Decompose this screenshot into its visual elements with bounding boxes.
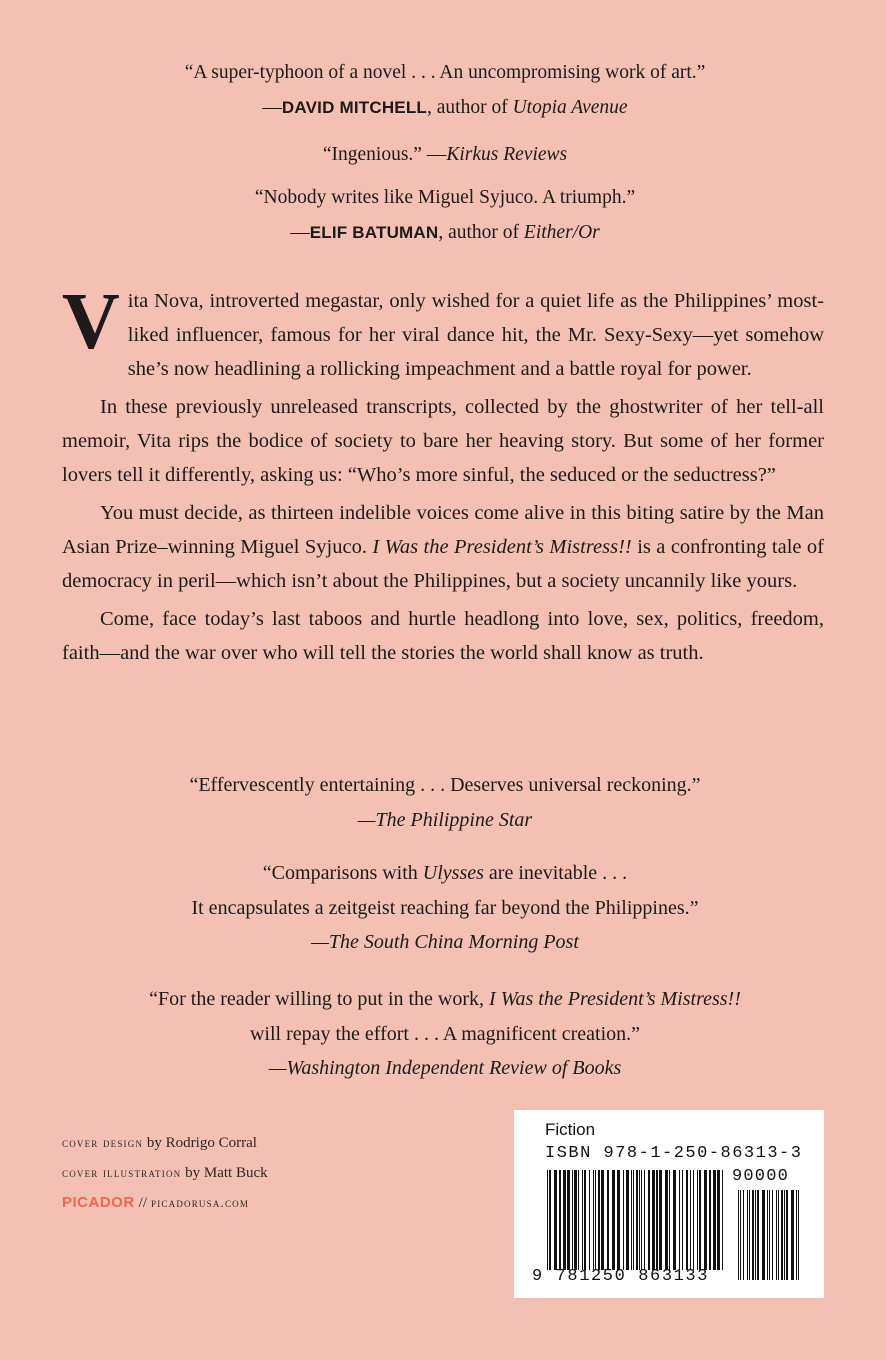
barcode-bar (776, 1190, 777, 1280)
blurb-wirob (60, 982, 830, 1086)
barcode-bar (673, 1170, 676, 1270)
genre-label: Fiction (545, 1120, 596, 1139)
barcode-bar (738, 1190, 739, 1280)
barcode-bar (607, 1170, 609, 1270)
barcode-bar (601, 1170, 604, 1270)
barcode-bar (659, 1170, 662, 1270)
barcode-bar (767, 1190, 768, 1280)
barcode-bar (798, 1190, 799, 1280)
synopsis-paragraph-4: Come, face today’s last taboos and hurtle headlong into love, sex, politics, freedom, faith—and the war over who will tell the stories the world shall know as truth. (62, 608, 824, 664)
barcode-bar (752, 1190, 754, 1280)
barcode-bar (769, 1190, 770, 1280)
barcode-bar (717, 1170, 720, 1270)
blurb-source: —Washington Independent Review of Books (268, 1057, 622, 1079)
blurb-text-continued: will repay the effort . . . A magnificent creation.” (249, 1022, 641, 1045)
barcode-bar (617, 1170, 620, 1270)
blurb-kirkus: “Ingenious.” —Kirkus Reviews (322, 144, 568, 165)
blurb-scmp (60, 856, 830, 960)
blurb-text: “Comparisons with Ulysses are inevitable . . . (262, 862, 628, 884)
barcode-bar (757, 1190, 759, 1280)
barcode-bar (786, 1190, 788, 1280)
isbn-text: ISBN 978-1-250-86313-3 (545, 1144, 803, 1163)
barcode-bar (593, 1170, 594, 1270)
barcode-digits: 9 781250 863133 (532, 1267, 710, 1286)
blurb-work-title: Either/Or (523, 222, 600, 243)
blurb-text: “Nobody writes like Miguel Syjuco. A triumph.” (254, 187, 636, 208)
barcode-bar (669, 1170, 670, 1270)
barcode-bar (547, 1170, 548, 1270)
barcode-bar (623, 1170, 624, 1270)
barcode-bar (740, 1190, 741, 1280)
blurb-source: —The Philippine Star (357, 808, 533, 831)
blurb-text: “Effervescently entertaining . . . Deserves universal reckoning.” (189, 774, 701, 796)
barcode-addon (736, 1190, 802, 1280)
barcode-bar (665, 1170, 668, 1270)
barcode-bar (772, 1190, 773, 1280)
barcode-bar (567, 1170, 570, 1270)
blurb-work-title: Utopia Avenue (512, 97, 628, 118)
barcode-bar (686, 1170, 688, 1270)
barcode-bar (639, 1170, 640, 1270)
blurb-philippine-star (60, 768, 830, 837)
barcode-bar (679, 1170, 680, 1270)
barcode-bar (572, 1170, 573, 1270)
synopsis-paragraph-3: You must decide, as thirteen indelible voices come alive in this biting satire by the Man Asian Prize–winning Miguel Syjuco. I Was the President’s Mistress!! is a confronting tale of democracy in peril—which isn’t about the Philippines, but a society uncannily like yours. (62, 502, 824, 592)
barcode-bar (699, 1170, 701, 1270)
blurb-text: “For the reader willing to put in the work, I Was the President’s Mistress!! (149, 988, 741, 1010)
barcode-bar (781, 1190, 783, 1280)
barcode-bar (641, 1170, 642, 1270)
barcode-bar (722, 1170, 723, 1270)
barcode-panel (514, 1110, 824, 1298)
barcode-bar (755, 1190, 756, 1280)
drop-cap: V (62, 278, 120, 366)
barcode-bar (626, 1170, 629, 1270)
blurb-attribution: —DAVID MITCHELL, author of Utopia Avenue (262, 97, 628, 118)
barcode-bar (778, 1190, 779, 1280)
blurb-text: “A super-typhoon of a novel . . . An uncompromising work of art.” (184, 62, 706, 83)
publisher-logo: PICADOR (62, 1194, 135, 1211)
barcode-bar (648, 1170, 650, 1270)
credits (62, 1128, 268, 1218)
blurb-text-continued: It encapsulates a zeitgeist reaching far beyond the Philippines.” (191, 896, 699, 919)
barcode-bar (697, 1170, 698, 1270)
barcode-bar (784, 1190, 785, 1280)
barcode-bar (574, 1170, 577, 1270)
cover-illustration-credit: cover illustration by Matt Buck (62, 1165, 268, 1181)
barcode-bar (631, 1170, 632, 1270)
blurb-elif-batuman (60, 180, 830, 250)
blurb-source: —The South China Morning Post (311, 931, 579, 953)
barcode-bar (682, 1170, 683, 1270)
barcode-bar (693, 1170, 694, 1270)
barcode-bar (633, 1170, 634, 1270)
synopsis-paragraph-1: Vita Nova, introverted megastar, only wished for a quiet life as the Philippines’ most-liked influencer, famous for her viral dance hit, the Mr. Sexy-Sexy—yet somehow she’s now headlining a rollicking impeachment and a battle royal for power. (62, 278, 824, 380)
barcode-bar (559, 1170, 561, 1270)
barcode-bar (709, 1170, 711, 1270)
barcode-bar (713, 1170, 716, 1270)
barcode-bar (656, 1170, 658, 1270)
barcode-bar (582, 1170, 583, 1270)
blurb-text: “Ingenious.” (322, 144, 422, 165)
book-title: I Was the President’s Mistress!! (372, 536, 632, 558)
barcode-bar (791, 1190, 794, 1280)
barcode-bar (589, 1170, 590, 1270)
barcode-bar (578, 1170, 579, 1270)
barcode-bar (747, 1190, 748, 1280)
blurb-author: ELIF BATUMAN (309, 223, 439, 242)
synopsis (62, 278, 824, 674)
barcode-bar (743, 1190, 744, 1280)
price-code: 90000 (732, 1167, 790, 1186)
blurb-author: DAVID MITCHELL (281, 98, 428, 117)
barcode-bar (595, 1170, 596, 1270)
barcode-bar (690, 1170, 691, 1270)
barcode-bar (563, 1170, 566, 1270)
blurb-source: Kirkus Reviews (446, 144, 568, 165)
barcode-bar (644, 1170, 645, 1270)
synopsis-paragraph-2: In these previously unreleased transcripts, collected by the ghostwriter of her tell-all memoir, Vita rips the bodice of society to bare her heaving story. But some of her former lovers tell it differently, asking us: “Who’s more sinful, the seduced or the seductress?” (62, 396, 824, 486)
blurb-attribution: —ELIF BATUMAN, author of Either/Or (290, 222, 600, 243)
barcode-bar (796, 1190, 797, 1280)
barcode-bar (612, 1170, 615, 1270)
barcode-bar (749, 1190, 750, 1280)
barcode-main (545, 1170, 725, 1270)
publisher-line: PICADOR // picadorusa.com (62, 1194, 250, 1211)
barcode-bar (636, 1170, 638, 1270)
publisher-website: picadorusa.com (151, 1195, 250, 1210)
barcode-bar (762, 1190, 765, 1280)
barcode-bar (652, 1170, 655, 1270)
barcode-bar (598, 1170, 600, 1270)
barcode-bar (554, 1170, 557, 1270)
cover-design-credit: cover design by Rodrigo Corral (62, 1135, 257, 1151)
barcode-bar (549, 1170, 551, 1270)
blurb-david-mitchell (60, 55, 830, 125)
barcode-bar (584, 1170, 586, 1270)
barcode-bar (704, 1170, 707, 1270)
